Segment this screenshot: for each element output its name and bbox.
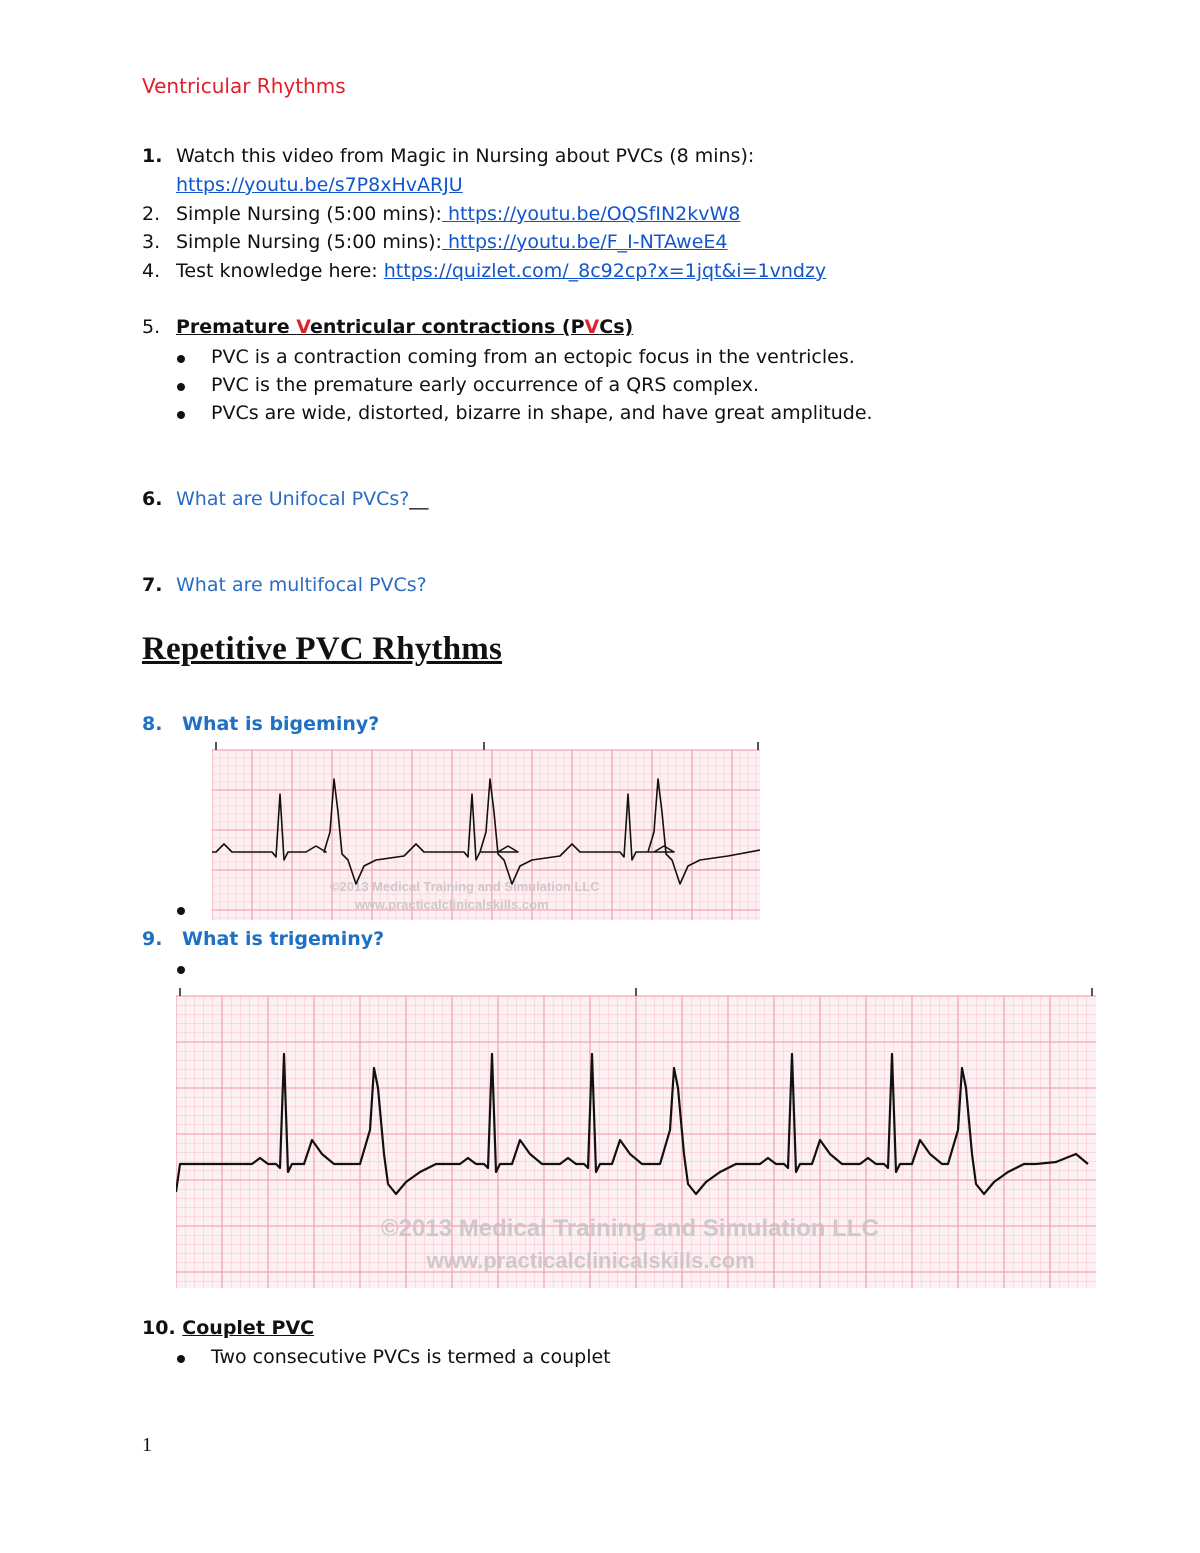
link-magic-in-nursing[interactable] bbox=[176, 174, 463, 196]
item-number: 10. bbox=[142, 1317, 176, 1339]
item-number: 9. bbox=[142, 928, 163, 950]
title-part-v: V bbox=[584, 316, 600, 338]
question-unifocal bbox=[142, 488, 428, 510]
item-number: 4. bbox=[142, 260, 161, 282]
bullet-icon bbox=[177, 411, 185, 419]
item-text: Simple Nursing (5:00 mins): bbox=[176, 231, 442, 253]
list-item-1 bbox=[142, 145, 754, 167]
watermark-line-1: ©2013 Medical Training and Simulation LLC bbox=[381, 1215, 879, 1242]
list-item-2 bbox=[142, 203, 740, 225]
item-number: 7. bbox=[142, 574, 163, 596]
bigeminy-ecg-strip bbox=[212, 738, 760, 920]
item-text: Test knowledge here: bbox=[176, 260, 384, 282]
document-title: Ventricular Rhythms bbox=[142, 74, 346, 98]
item-number: 6. bbox=[142, 488, 163, 510]
couplet-title-text: Couplet PVC bbox=[182, 1317, 315, 1339]
title-part: entricular contractions (P bbox=[309, 316, 585, 338]
item-number: 3. bbox=[142, 231, 161, 253]
list-item-3 bbox=[142, 231, 728, 253]
bullet-icon bbox=[177, 355, 185, 363]
couplet-bullet: Two consecutive PVCs is termed a couplet bbox=[211, 1346, 611, 1368]
watermark-line-2: www.practicalclinicalskills.com bbox=[426, 1248, 755, 1273]
bullet-icon bbox=[177, 1355, 185, 1363]
list-item-4 bbox=[142, 260, 826, 282]
watermark-line-1: ©2013 Medical Training and Simulation LLC bbox=[330, 879, 600, 894]
question-text: What are multifocal PVCs? bbox=[176, 574, 427, 596]
trigeminy-ecg-strip bbox=[176, 978, 1096, 1288]
pvc-section-title bbox=[142, 316, 633, 338]
question-trigeminy bbox=[142, 928, 384, 950]
item-text: Simple Nursing (5:00 mins): bbox=[176, 203, 442, 225]
answer-blank[interactable]: __ bbox=[409, 488, 429, 510]
section-heading: Repetitive PVC Rhythms bbox=[142, 631, 503, 667]
item-number: 8. bbox=[142, 713, 163, 735]
question-multifocal bbox=[142, 574, 427, 596]
bullet-icon bbox=[177, 907, 185, 915]
question-text: What are Unifocal PVCs? bbox=[176, 488, 410, 510]
bigeminy-ecg-svg bbox=[212, 738, 760, 920]
pvc-bullet-3: PVCs are wide, distorted, bizarre in shape, and have great amplitude. bbox=[211, 402, 873, 424]
watermark-line-2: www.practicalclinicalskills.com bbox=[354, 897, 549, 912]
title-part-v: V bbox=[296, 316, 310, 338]
link-simple-nursing-2[interactable]: https://youtu.be/F_I-NTAweE4 bbox=[441, 231, 728, 253]
page-number: 1 bbox=[142, 1434, 152, 1456]
item-text: Watch this video from Magic in Nursing about PVCs (8 mins): bbox=[176, 145, 755, 167]
link-simple-nursing-1[interactable]: https://youtu.be/OQSfIN2kvW8 bbox=[441, 203, 741, 225]
title-part: Premature bbox=[176, 316, 297, 338]
trigeminy-ecg-svg bbox=[176, 978, 1096, 1288]
couplet-title bbox=[142, 1317, 314, 1339]
link-text[interactable]: https://youtu.be/s7P8xHvARJU bbox=[176, 174, 463, 196]
item-number: 2. bbox=[142, 203, 161, 225]
bullet-icon bbox=[177, 966, 185, 974]
question-text: What is bigeminy? bbox=[182, 713, 380, 735]
item-number: 1. bbox=[142, 145, 163, 167]
item-number: 5. bbox=[142, 316, 161, 338]
pvc-bullet-1: PVC is a contraction coming from an ectopic focus in the ventricles. bbox=[211, 346, 855, 368]
bullet-icon bbox=[177, 383, 185, 391]
question-text: What is trigeminy? bbox=[182, 928, 385, 950]
link-quizlet[interactable]: https://quizlet.com/_8c92cp?x=1jqt&i=1vndzy bbox=[383, 260, 827, 282]
title-part: Cs) bbox=[599, 316, 634, 338]
question-bigeminy bbox=[142, 713, 379, 735]
pvc-bullet-2: PVC is the premature early occurrence of a QRS complex. bbox=[211, 374, 760, 396]
ecg-paper bbox=[212, 750, 760, 920]
